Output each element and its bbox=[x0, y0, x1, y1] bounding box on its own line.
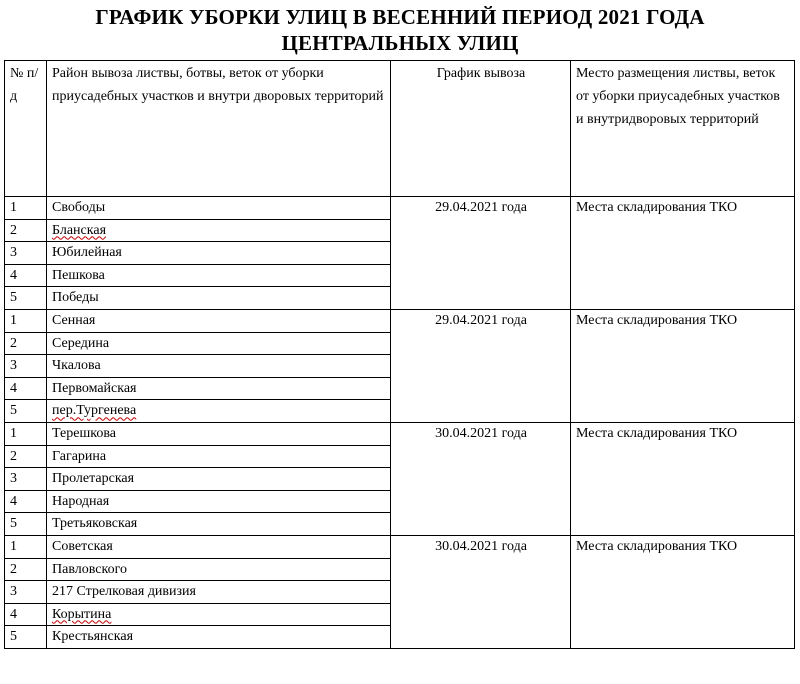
row-num: 4 bbox=[5, 377, 47, 400]
row-num: 1 bbox=[5, 197, 47, 220]
row-street: Свободы bbox=[47, 197, 391, 220]
row-num: 3 bbox=[5, 468, 47, 491]
row-street: Гагарина bbox=[47, 445, 391, 468]
group-place: Места складирования ТКО bbox=[571, 309, 795, 422]
row-num: 3 bbox=[5, 242, 47, 265]
group-place: Места складирования ТКО bbox=[571, 535, 795, 648]
table-row bbox=[5, 197, 795, 220]
header-district: Район вывоза листвы, ботвы, веток от уборки приусадебных участков и внутри дворовых территорий bbox=[47, 61, 391, 197]
row-num: 2 bbox=[5, 445, 47, 468]
row-street: Юбилейная bbox=[47, 242, 391, 265]
row-num: 1 bbox=[5, 309, 47, 332]
row-num: 4 bbox=[5, 603, 47, 626]
row-street: Павловского bbox=[47, 558, 391, 581]
row-street: Первомайская bbox=[47, 377, 391, 400]
document-title bbox=[0, 4, 800, 56]
group-place: Места складирования ТКО bbox=[571, 197, 795, 310]
header-schedule: График вывоза bbox=[391, 61, 571, 197]
row-num: 5 bbox=[5, 513, 47, 536]
header-place: Место размещения листвы, веток от уборки приусадебных участков и внутридворовых территорий bbox=[571, 61, 795, 197]
row-num: 3 bbox=[5, 581, 47, 604]
street-name: Корытина bbox=[52, 606, 112, 622]
group-date: 29.04.2021 года bbox=[391, 197, 571, 310]
header-num: № п/д bbox=[5, 61, 47, 197]
row-street: Терешкова bbox=[47, 422, 391, 445]
row-street: Советская bbox=[47, 535, 391, 558]
row-street bbox=[47, 400, 391, 423]
row-num: 5 bbox=[5, 287, 47, 310]
row-num: 5 bbox=[5, 400, 47, 423]
row-street bbox=[47, 603, 391, 626]
row-num: 2 bbox=[5, 332, 47, 355]
table-row bbox=[5, 422, 795, 445]
row-street: Народная bbox=[47, 490, 391, 513]
row-street bbox=[47, 219, 391, 242]
street-name: пер.Тургенева bbox=[52, 403, 137, 419]
group-place: Места складирования ТКО bbox=[571, 422, 795, 535]
row-street: Крестьянская bbox=[47, 626, 391, 649]
row-street: 217 Стрелковая дивизия bbox=[47, 581, 391, 604]
row-num: 1 bbox=[5, 422, 47, 445]
row-num: 4 bbox=[5, 490, 47, 513]
row-street: Чкалова bbox=[47, 355, 391, 378]
cleanup-schedule-table bbox=[4, 60, 795, 649]
row-street: Победы bbox=[47, 287, 391, 310]
group-date: 30.04.2021 года bbox=[391, 422, 571, 535]
row-num: 5 bbox=[5, 626, 47, 649]
row-num: 1 bbox=[5, 535, 47, 558]
table-row bbox=[5, 535, 795, 558]
row-num: 3 bbox=[5, 355, 47, 378]
street-name: Бланская bbox=[52, 222, 107, 238]
row-street: Середина bbox=[47, 332, 391, 355]
row-num: 2 bbox=[5, 558, 47, 581]
row-street: Сенная bbox=[47, 309, 391, 332]
group-date: 29.04.2021 года bbox=[391, 309, 571, 422]
title-line-1: ГРАФИК УБОРКИ УЛИЦ В ВЕСЕННИЙ ПЕРИОД 2021 ГОДА bbox=[95, 5, 705, 29]
row-street: Пешкова bbox=[47, 264, 391, 287]
row-num: 4 bbox=[5, 264, 47, 287]
table-header-row bbox=[5, 61, 795, 197]
table-row bbox=[5, 309, 795, 332]
title-line-2: ЦЕНТРАЛЬНЫХ УЛИЦ bbox=[281, 31, 519, 55]
row-street: Третьяковская bbox=[47, 513, 391, 536]
row-num: 2 bbox=[5, 219, 47, 242]
row-street: Пролетарская bbox=[47, 468, 391, 491]
group-date: 30.04.2021 года bbox=[391, 535, 571, 648]
